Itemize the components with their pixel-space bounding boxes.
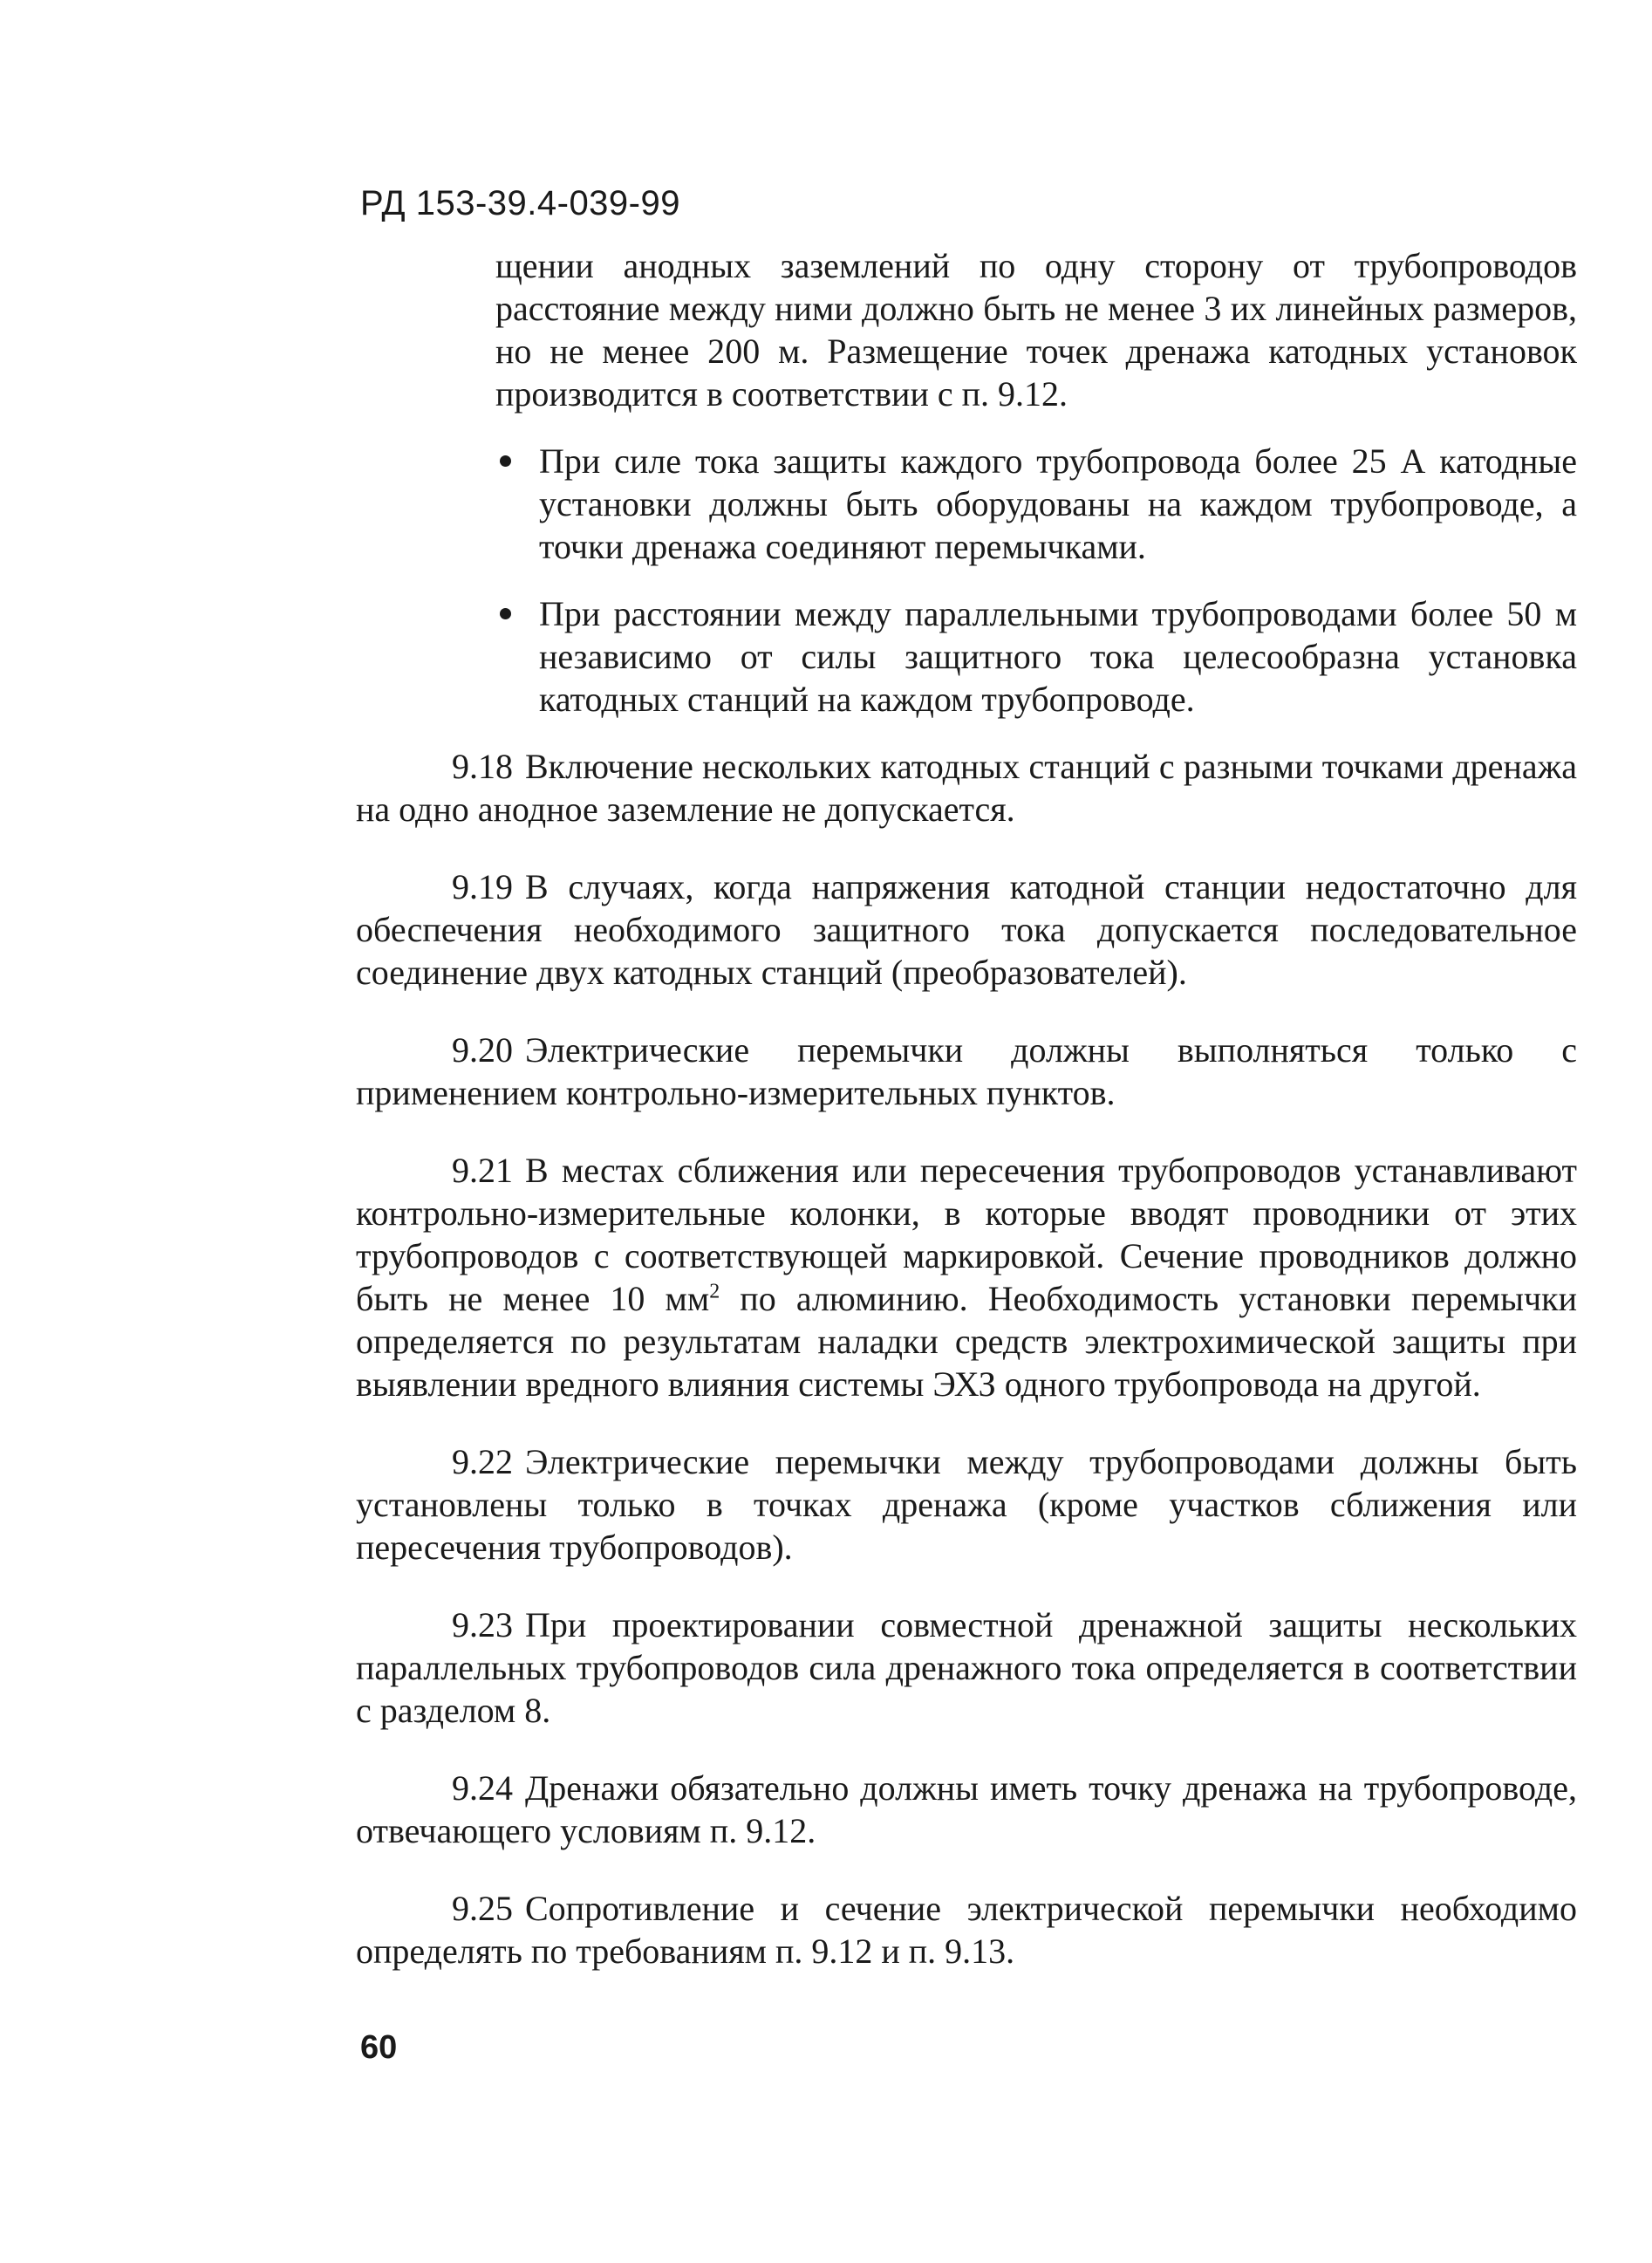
clause-number: 9.22 [452,1442,513,1481]
clause-number: 9.25 [452,1889,513,1928]
clause-text: В местах сближения или пересечения трубопроводов устанавливают контрольно-измерительные колонки, в которые вводят проводники от этих трубопроводов с соответствующей маркировкой. Сечение проводников должно быть не менее 10 мм [356,1151,1577,1318]
continuation-paragraph: щении анодных заземлений по одну сторону от трубопроводов расстояние между ними должно быть не менее 3 их линейных размеров, но не менее 200 м. Размещение точек дренажа катодных установок производится в соответствии с п. 9.12. [495,246,1577,414]
bullet-item [491,440,1577,568]
clause-number: 9.20 [452,1030,513,1070]
clause-text: по алюминию. Необходимость установки перемычки определяется по результатам наладки средств электрохимической защиты при выявлении вредного влияния системы ЭХЗ одного трубопровода на другой. [356,1279,1578,1404]
clause-9-19 [356,865,1577,994]
clause-9-25 [356,1887,1577,1972]
clause-text: Дренажи обязательно должны иметь точку дренажа на трубопроводе, отвечающего условиям п. 9.12. [356,1768,1577,1850]
clause-number: 9.24 [452,1768,513,1808]
clause-9-23 [356,1603,1577,1732]
clause-number: 9.23 [452,1605,513,1644]
clause-text: Электрические перемычки должны выполняться только с применением контрольно-измерительных пунктов. [356,1030,1577,1112]
clause-9-21 [356,1149,1577,1405]
clause-9-24 [356,1767,1577,1852]
clause-text: Сопротивление и сечение электрической перемычки необходимо определять по требованиям п. 9.12 и п. 9.13. [356,1889,1577,1971]
bullet-dot-icon [500,455,511,467]
clause-number: 9.21 [452,1151,513,1190]
document-body [356,244,1577,1999]
bullet-dot-icon [500,608,511,619]
document-code-header: РД 153-39.4-039-99 [360,184,680,222]
clause-text: Включение нескольких катодных станций с разными точками дренажа на одно анодное заземление не допускается. [356,747,1577,829]
clause-text: Электрические перемычки между трубопроводами должны быть установлены только в точках дренажа (кроме участков сближения или пересечения трубопроводов). [356,1442,1577,1567]
bullet-text: При расстоянии между параллельными трубопроводами более 50 м независимо от силы защитного тока целесообразна установка катодных станций на каждом трубопроводе. [539,594,1577,719]
clause-9-18 [356,745,1577,831]
bullet-item [491,592,1577,721]
superscript: 2 [709,1280,720,1303]
bullet-text: При силе тока защиты каждого трубопровода более 25 А катодные установки должны быть оборудованы на каждом трубопроводе, а точки дренажа соединяют перемычками. [539,441,1577,566]
page-number: 60 [360,2029,398,2066]
clause-text: В случаях, когда напряжения катодной станции недостаточно для обеспечения необходимого защитного тока допускается последовательное соединение двух катодных станций (преобразователей). [356,867,1577,992]
clause-9-22 [356,1440,1577,1569]
clause-number: 9.19 [452,867,513,906]
clause-text: При проектировании совместной дренажной защиты нескольких параллельных трубопроводов сила дренажного тока определяется в соответствии с разделом 8. [356,1605,1577,1730]
clause-9-20 [356,1029,1577,1114]
clause-number: 9.18 [452,747,513,786]
